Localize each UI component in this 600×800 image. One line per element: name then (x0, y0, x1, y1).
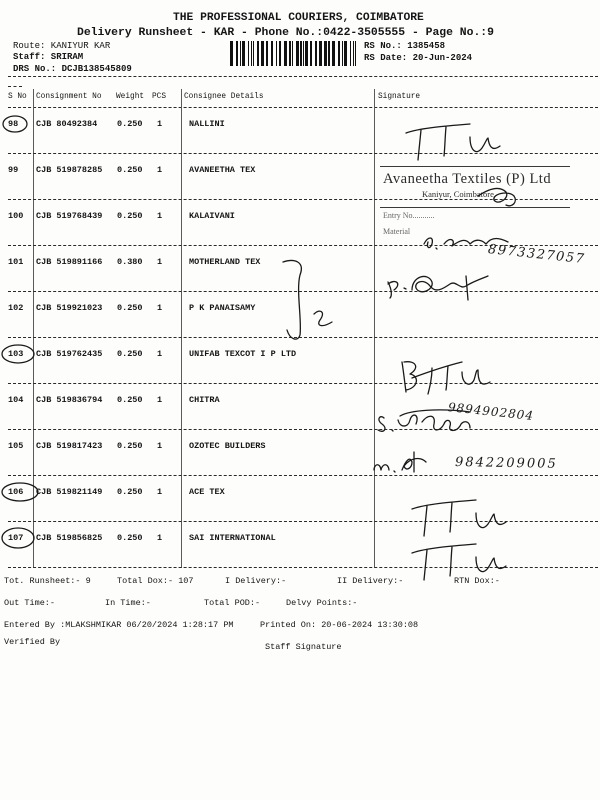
barcode-bar (236, 41, 238, 66)
staff-label: Staff: SRIRAM (13, 51, 84, 62)
barcode-bar (300, 41, 302, 66)
route-label: Route: KANIYUR KAR (13, 40, 111, 51)
row-weight: 0.250 (117, 349, 143, 359)
barcode-bar (338, 41, 340, 66)
row-consignee: P K PANAISAMY (189, 303, 256, 313)
in-time: In Time:- (105, 598, 151, 608)
barcode-bar (257, 41, 259, 66)
row-weight: 0.250 (117, 533, 143, 543)
row-separator (8, 521, 598, 522)
row-pcs: 1 (157, 165, 163, 175)
barcode-bar (353, 41, 354, 66)
barcode-bar (305, 41, 308, 66)
row-consignment-no: CJB 519768439 (36, 211, 103, 221)
row-weight: 0.380 (117, 257, 143, 267)
row-sno: 99 (8, 165, 19, 175)
row-sno: 102 (8, 303, 24, 313)
barcode-bar (324, 41, 327, 66)
barcode-bar (310, 41, 312, 66)
header-weight: Weight (116, 93, 145, 101)
barcode-bar (342, 41, 343, 66)
row-sno: 104 (8, 395, 24, 405)
barcode-bar (271, 41, 273, 66)
barcode-bar (319, 41, 322, 66)
row-separator (8, 153, 598, 154)
table-header-divider (8, 107, 598, 108)
header-consignee: Consignee Details (184, 93, 264, 101)
row-consignment-no: CJB 80492384 (36, 119, 98, 129)
row-separator (8, 567, 598, 568)
barcode-bar (253, 41, 254, 66)
row-sno: 101 (8, 257, 24, 267)
row-consignment-no: CJB 519921023 (36, 303, 103, 313)
table-row (0, 487, 600, 533)
barcode-bar (355, 41, 356, 66)
barcode-bar (303, 41, 304, 66)
table-row (0, 119, 600, 165)
row-sno: 103 (8, 349, 24, 359)
i-delivery: I Delivery:- (225, 576, 287, 586)
total-dox: Total Dox:- 107 (117, 576, 194, 586)
table-row (0, 303, 600, 349)
row-consignment-no: CJB 519856825 (36, 533, 103, 543)
barcode-bar (350, 41, 351, 66)
rs-date: RS Date: 20-Jun-2024 (364, 52, 473, 63)
row-consignee: OZOTEC BUILDERS (189, 441, 266, 451)
stamp-company: Avaneetha Textiles (P) Ltd (383, 171, 552, 187)
row-weight: 0.250 (117, 165, 143, 175)
barcode-bar (315, 41, 317, 66)
row-weight: 0.250 (117, 395, 143, 405)
row-sno: 98 (8, 119, 19, 129)
row-separator (8, 475, 598, 476)
row-pcs: 1 (157, 119, 163, 129)
row-consignee: SAI INTERNATIONAL (189, 533, 276, 543)
barcode (230, 41, 357, 66)
row-consignee: UNIFAB TEXCOT I P LTD (189, 349, 297, 359)
barcode-bar (230, 41, 233, 66)
barcode-bar (240, 41, 241, 66)
barcode-bar (261, 41, 264, 66)
header-signature: Signature (378, 93, 421, 101)
company-stamp (380, 166, 570, 208)
row-pcs: 1 (157, 303, 163, 313)
row-sno: 107 (8, 533, 24, 543)
printed-on: Printed On: 20-06-2024 13:30:08 (260, 620, 419, 630)
company-title: THE PROFESSIONAL COURIERS, COIMBATORE (173, 12, 424, 24)
stamp-entry-no: Entry No........... (383, 211, 435, 220)
staff-signature-label: Staff Signature (265, 642, 342, 652)
barcode-bar (332, 41, 335, 66)
barcode-bar (289, 41, 291, 66)
ii-delivery: II Delivery:- (337, 576, 404, 586)
header-divider (8, 76, 598, 77)
total-pod: Total POD:- (204, 598, 261, 608)
row-pcs: 1 (157, 395, 163, 405)
barcode-bar (328, 41, 330, 66)
row-consignment-no: CJB 519891166 (36, 257, 103, 267)
row-pcs: 1 (157, 349, 163, 359)
header-divider-fragment (8, 86, 22, 87)
drs-number: DRS No.: DCJB138545809 (13, 63, 132, 74)
table-row (0, 533, 600, 579)
header-pcs: PCS (152, 93, 167, 101)
handwritten-phone: 9894902804 (447, 400, 535, 423)
row-consignee: MOTHERLAND TEX (189, 257, 261, 267)
delivery-points: Delvy Points:- (286, 598, 358, 608)
header-consignment: Consignment No (36, 93, 102, 101)
row-pcs: 1 (157, 487, 163, 497)
runsheet-subtitle: Delivery Runsheet - KAR - Phone No.:0422-3505555 - Page No.:9 (77, 27, 494, 39)
row-consignment-no: CJB 519817423 (36, 441, 103, 451)
row-weight: 0.250 (117, 441, 143, 451)
row-consignee: KALAIVANI (189, 211, 235, 221)
row-weight: 0.250 (117, 487, 143, 497)
row-consignment-no: CJB 519821149 (36, 487, 103, 497)
row-separator (8, 337, 598, 338)
row-pcs: 1 (157, 211, 163, 221)
row-weight: 0.250 (117, 303, 143, 313)
row-consignment-no: CJB 519762435 (36, 349, 103, 359)
barcode-bar (251, 41, 252, 66)
row-sno: 105 (8, 441, 24, 451)
barcode-bar (292, 41, 293, 66)
out-time: Out Time:- (4, 598, 56, 608)
barcode-bar (284, 41, 287, 66)
row-separator (8, 429, 598, 430)
row-consignee: NALLINI (189, 119, 225, 129)
row-pcs: 1 (157, 441, 163, 451)
row-pcs: 1 (157, 533, 163, 543)
stamp-place: Kaniyur, Coimbatore (422, 189, 494, 199)
barcode-bar (279, 41, 281, 66)
rs-number: RS No.: 1385458 (364, 40, 446, 51)
row-weight: 0.250 (117, 211, 143, 221)
header-sno: S No (8, 93, 27, 101)
barcode-bar (276, 41, 277, 66)
handwritten-phone: 8973327057 (487, 242, 586, 268)
row-pcs: 1 (157, 257, 163, 267)
row-sno: 106 (8, 487, 24, 497)
row-weight: 0.250 (117, 119, 143, 129)
rtn-dox: RTN Dox:- (454, 576, 500, 586)
barcode-bar (296, 41, 299, 66)
row-separator (8, 291, 598, 292)
row-consignee: CHITRA (189, 395, 220, 405)
barcode-bar (248, 41, 249, 66)
row-consignment-no: CJB 519878285 (36, 165, 103, 175)
row-sno: 100 (8, 211, 24, 221)
verified-by: Verified By (4, 637, 61, 647)
barcode-bar (242, 41, 245, 66)
handwritten-phone: 9842209005 (454, 455, 558, 472)
stamp-material: Material (383, 227, 411, 236)
row-consignment-no: CJB 519836794 (36, 395, 103, 405)
row-consignee: ACE TEX (189, 487, 225, 497)
total-runsheet: Tot. Runsheet:- 9 (4, 576, 91, 586)
barcode-bar (344, 41, 347, 66)
row-separator (8, 383, 598, 384)
row-consignee: AVANEETHA TEX (189, 165, 256, 175)
barcode-bar (266, 41, 268, 66)
table-row (0, 257, 600, 303)
entered-by: Entered By :MLAKSHMIKAR 06/20/2024 1:28:17 PM (4, 620, 234, 630)
table-row (0, 349, 600, 395)
